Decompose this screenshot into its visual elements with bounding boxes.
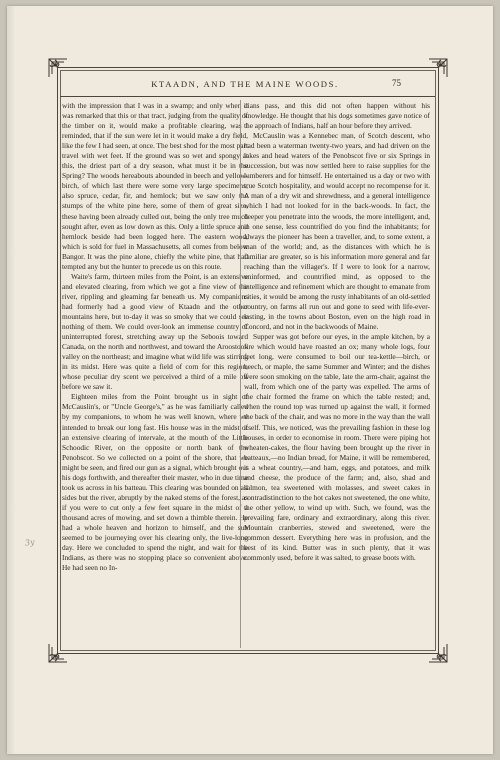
header-rule — [60, 96, 435, 97]
paragraph: with the impression that I was in a swamp; and only when it was remarked that this or that tract, judging from the quality of the timber on it, would make a profitable clearing, was I reminded, that if the sun were let in it would make a dry field, like the few I had seen, at once. The best shod for the most part travel with wet feet. If the ground was so wet and spongy at this, the driest part of a dry season, what must it be in the Spring? The woods hereabouts abounded in beech and yellow-birch, of which last there were some very large specimens; also spruce, cedar, fir, and hemlock; but we saw only the stumps of the white pine here, some of them of great size, these having been already culled out, being the only tree much sought after, even as low down as this. Only a little spruce and hemlock beside had been logged here. The eastern wood, which is sold for fuel in Massachusetts, all comes from below Bangor. It was the pine alone, chiefly the white pine, that had tempted any but the hunter to precede us on this route. — [62, 101, 248, 271]
paragraph: dians pass, and this did not often happen without his knowledge. He thought that his dogs sometimes gave notice of the approach of Indians, half an hour before they arrived. — [244, 101, 430, 131]
binding-shadow — [7, 6, 15, 754]
corner-ornament-icon — [427, 57, 449, 79]
page-number: 75 — [392, 78, 401, 88]
handwritten-margin-note: 3y — [24, 537, 36, 548]
corner-ornament-icon — [47, 57, 69, 79]
text-column-right — [244, 101, 430, 563]
paragraph: Waite's farm, thirteen miles from the Point, is an extensive and elevated clearing, from which we got a fine view of the river, rippling and gleaming far beneath us. My companions had formerly had a good view of Ktaadn and the other mountains here, but to-day it was so smoky that we could see nothing of them. We could over-look an immense country of uninterrupted forest, stretching away up the Seboois toward Canada, on the north and northwest, and toward the Aroostook valley on the northeast; and imagine what wild life was stirring in its midst. Here was quite a field of corn for this region, whose peculiar dry scent we perceived a third of a mile off before we saw it. — [62, 271, 248, 392]
corner-ornament-icon — [427, 642, 449, 664]
corner-ornament-icon — [47, 642, 69, 664]
paragraph: McCauslin was a Kennebec man, of Scotch descent, who had been a waterman twenty-two years, and had driven on the lakes and head waters of the Penobscot five or six Springs in succession, but was now settled here to raise supplies for the lumberers and for himself. He entertained us a day or two with true Scotch hospitality, and would accept no recompense for it. A man of a dry wit and shrewdness, and a general intelligence which I had not looked for in the back-woods. In fact, the deeper you penetrate into the woods, the more intelligent, and, in one sense, less countrified do you find the inhabitants; for always the pioneer has been a traveller, and, to some extent, a man of the world; and, as the distances with which he is familiar are greater, so is his information more general and far reaching than the villager's. If I were to look for a narrow, uninformed, and countrified mind, as opposed to the intelligence and refinement which are thought to emanate from cities, it would be among the rusty inhabitants of an old-settled country, on farms all run out and gone to seed with life-ever-lasting, in the towns about Boston, even on the high road in Concord, and not in the backwoods of Maine. — [244, 131, 430, 332]
paragraph: Supper was got before our eyes, in the ample kitchen, by a fire which would have roasted an ox; many whole logs, four feet long, were consumed to boil our tea-kettle—birch, or beech, or maple, the same Summer and Winter; and the dishes were soon smoking on the table, late the arm-chair, against the wall, from which one of the party was expelled. The arms of the chair formed the frame on which the table rested; and, when the round top was turned up against the wall, it formed the back of the chair, and was no more in the way than the wall itself. This, we noticed, was the prevailing fashion in these log houses, in order to economise in room. There were piping hot wheaten-cakes, the flour having been brought up the river in batteaux,—no Indian bread, for Maine, it will be remembered, is a wheat country,—and ham, eggs, and potatoes, and milk and cheese, the produce of the farm; and, also, shad and salmon, tea sweetened with molasses, and sweet cakes in contradistinction to the hot cakes not sweetened, the one white, the other yellow, to wind up with. Such, we found, was the prevailing fare, ordinary and extraordinary, along this river. Mountain cranberries, stewed and sweetened, were the common dessert. Everything here was in profusion, and the best of its kind. Butter was in such plenty, that it was commonly used, before it was salted, to grease boots with. — [244, 332, 430, 563]
running-head: KTAADN, AND THE MAINE WOODS. — [151, 79, 339, 89]
text-column-left — [62, 101, 248, 573]
column-divider — [240, 100, 241, 648]
paragraph: Eighteen miles from the Point brought us in sight of McCauslin's, or "Uncle George's," as he was familiarly called by my companions, to whom he was well known, where we intended to break our long fast. His house was in the midst of an extensive clearing of intervale, at the mouth of the Little Schoodic River, on the opposite or north bank of the Penobscot. So we collected on a point of the shore, that we might be seen, and fired our gun as a signal, which brought out his dogs forthwith, and thereafter their master, who in due time took us across in his batteau. This clearing was bounded on all sides but the river, abruptly by the naked stems of the forest, as if you were to cut only a few feet square in the midst of a thousand acres of mowing, and set down a thimble therein. He had a whole heaven and horizon to himself, and the sun seemed to be journeying over his clearing only, the live-long day. Here we concluded to spend the night, and wait for the Indians, as there was no stopping place so convenient above. He had seen no In- — [62, 392, 248, 573]
